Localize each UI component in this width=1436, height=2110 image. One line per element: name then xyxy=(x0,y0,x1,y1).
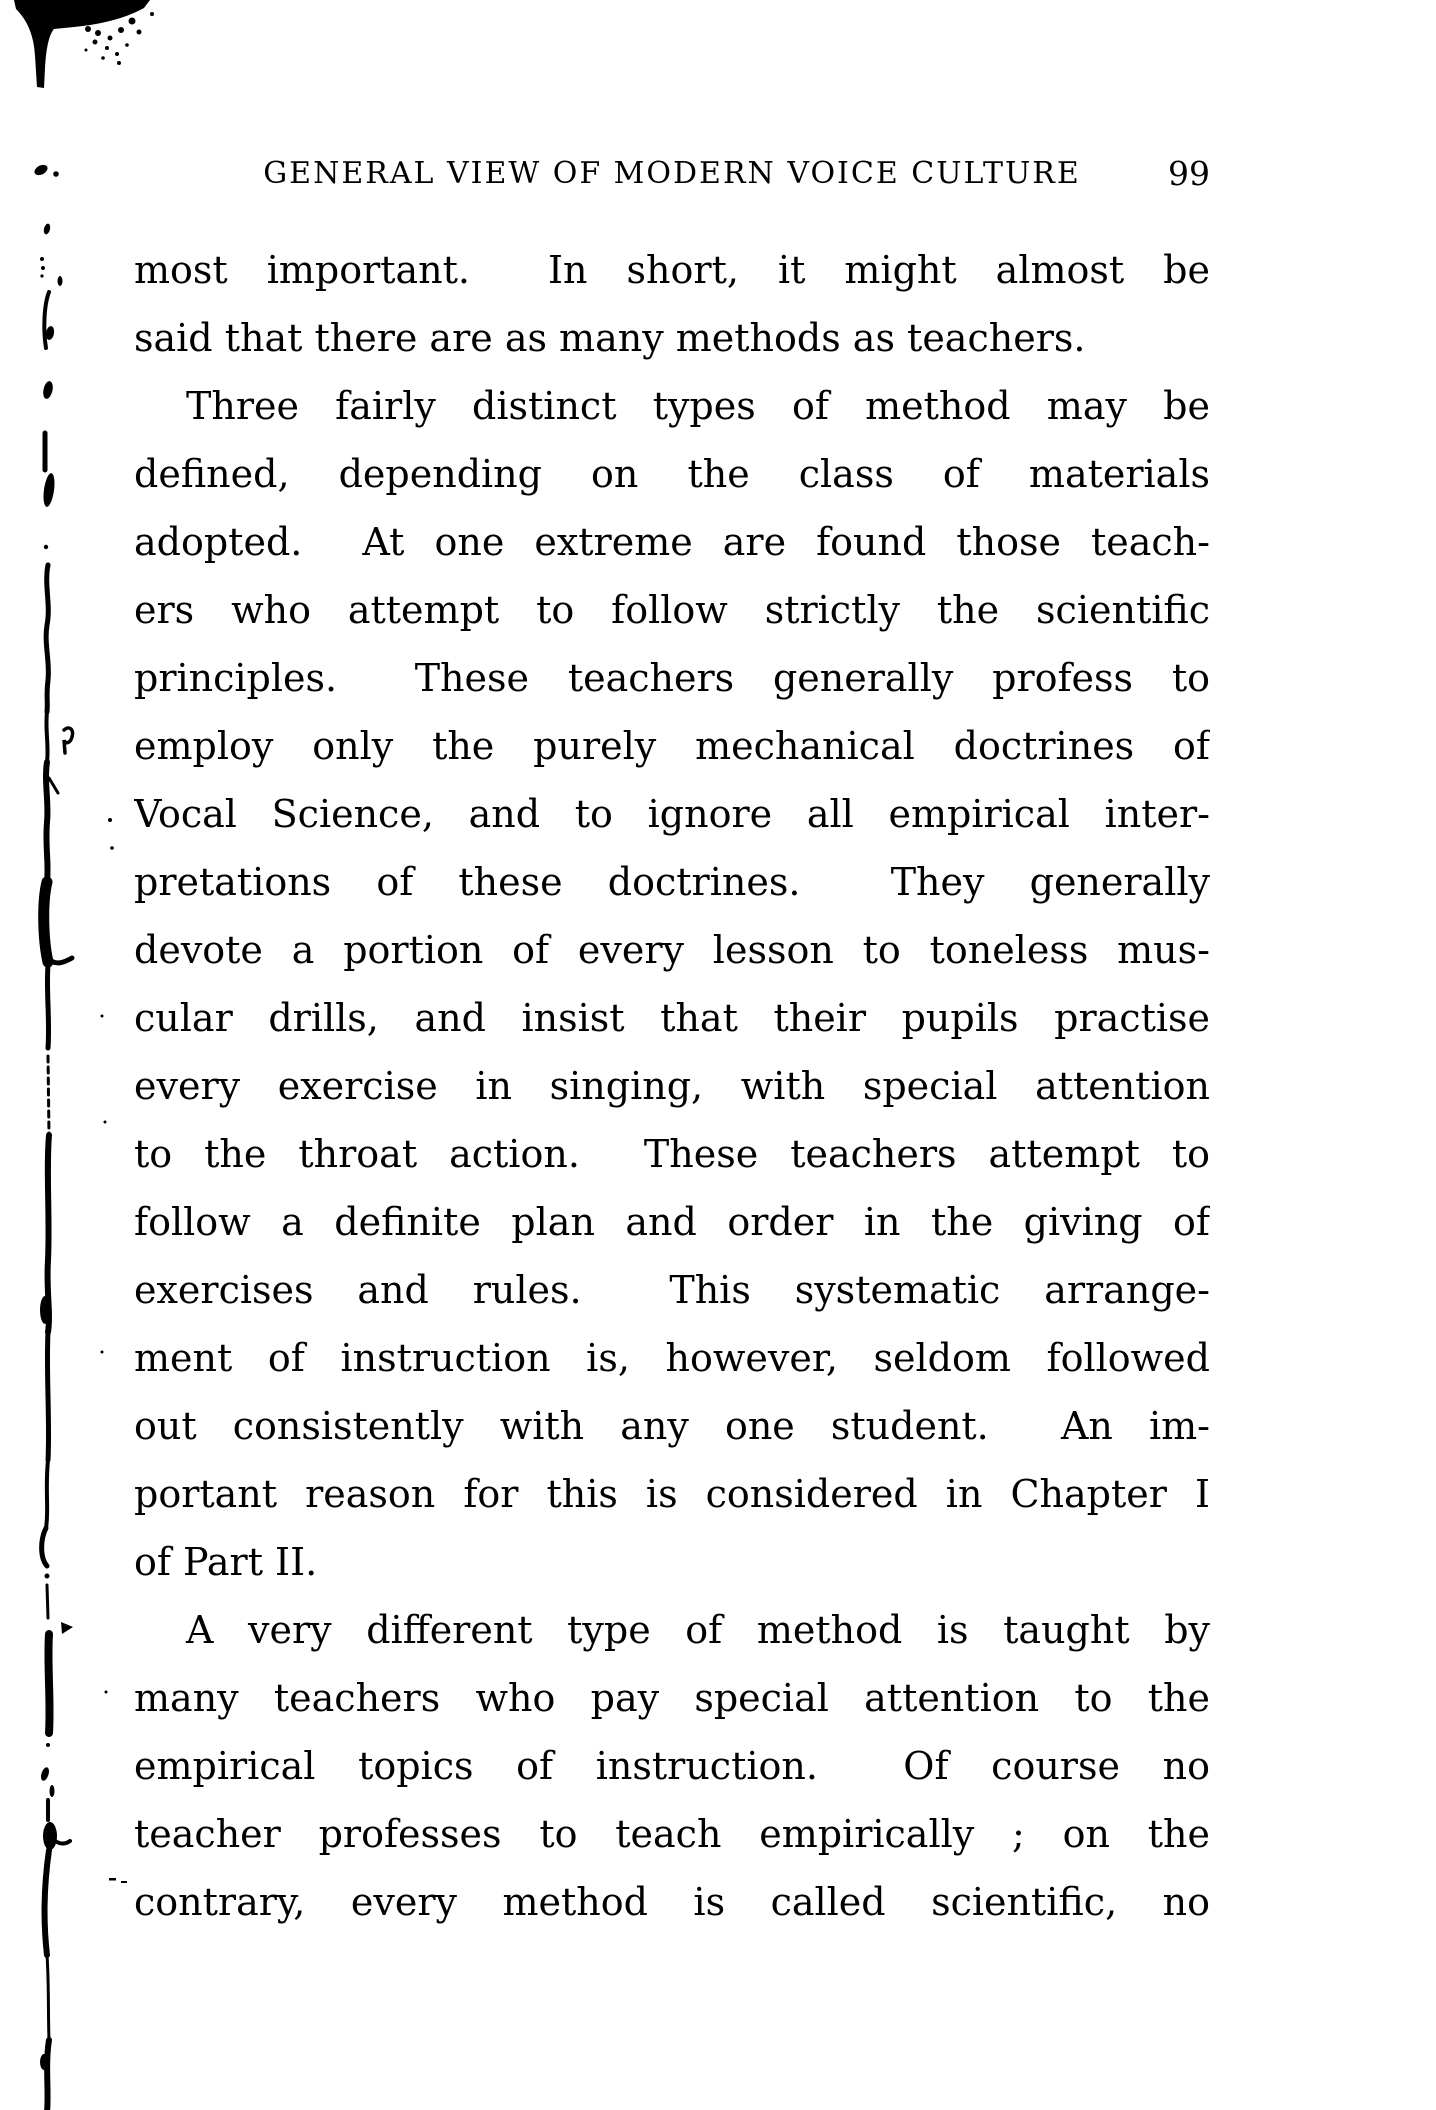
book-binding-scan-line xyxy=(42,565,73,2110)
text-line: follow a definite plan and order in the giving of xyxy=(134,1200,1210,1244)
text-line: contrary, every method is called scientific, no xyxy=(134,1880,1210,1924)
text-line: said that there are as many methods as teachers. xyxy=(134,316,1086,360)
text-line: pretations of these doctrines. They generally xyxy=(134,860,1210,904)
scan-noise-specks xyxy=(101,818,128,1883)
text-line: cular drills, and insist that their pupils practise xyxy=(134,996,1210,1040)
text-line: out consistently with any one student. An im- xyxy=(134,1404,1210,1448)
text-line: of Part II. xyxy=(134,1540,318,1584)
text-line: exercises and rules. This systematic arrange- xyxy=(134,1268,1210,1312)
page-curl-shadow xyxy=(14,0,154,88)
text-line: adopted. At one extreme are found those teach- xyxy=(134,520,1210,564)
text-line: empirical topics of instruction. Of course no xyxy=(134,1744,1210,1788)
text-line: ers who attempt to follow strictly the scientific xyxy=(134,588,1210,632)
margin-marks xyxy=(33,163,63,549)
page-body xyxy=(134,236,1210,1936)
running-title: GENERAL VIEW OF MODERN VOICE CULTURE xyxy=(263,156,1081,191)
text-line: portant reason for this is considered in Chapter I xyxy=(134,1472,1210,1516)
text-line: teacher professes to teach empirically ; on the xyxy=(134,1812,1210,1856)
binding-line-blobs xyxy=(40,1296,73,2070)
text-line: every exercise in singing, with special attention xyxy=(134,1064,1210,1108)
text-line: many teachers who pay special attention to the xyxy=(134,1676,1210,1720)
text-line: defined, depending on the class of materials xyxy=(134,452,1210,496)
text-line: principles. These teachers generally profess to xyxy=(134,656,1210,700)
page-header xyxy=(134,152,1210,196)
margin-marks-strokes xyxy=(44,292,49,470)
text-line: most important. In short, it might almost be xyxy=(134,248,1210,292)
text-line: A very different type of method is taught by xyxy=(186,1608,1210,1652)
text-line: to the throat action. These teachers attempt to xyxy=(134,1132,1210,1176)
page-number: 99 xyxy=(1168,154,1210,193)
text-line: ment of instruction is, however, seldom followed xyxy=(134,1336,1210,1380)
text-line: devote a portion of every lesson to toneless mus- xyxy=(134,928,1210,972)
text-line: employ only the purely mechanical doctrines of xyxy=(134,724,1210,768)
text-line: Three fairly distinct types of method may be xyxy=(186,384,1210,428)
text-line: Vocal Science, and to ignore all empirical inter- xyxy=(134,792,1210,836)
